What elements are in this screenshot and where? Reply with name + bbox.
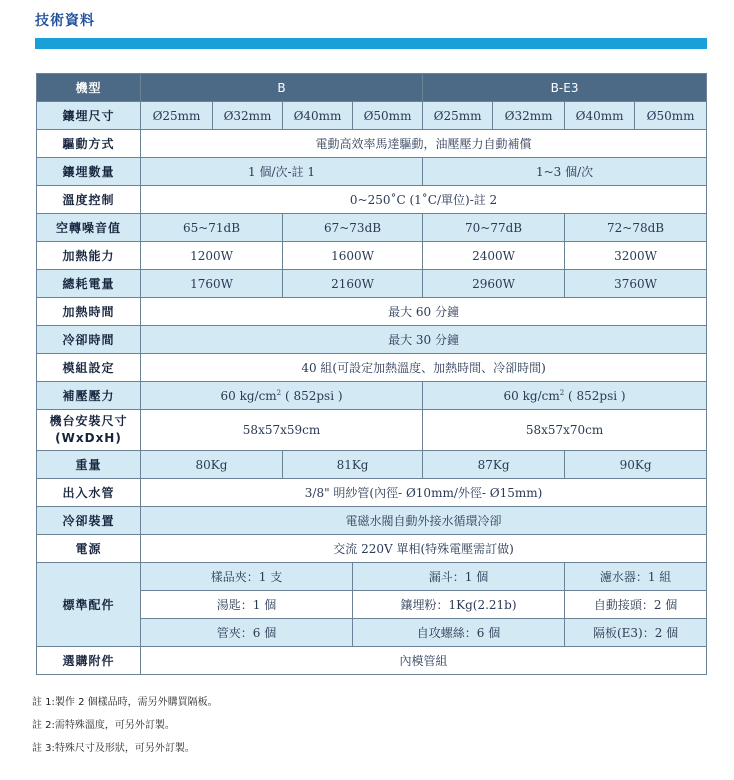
row-pipe (37, 479, 707, 507)
heat-cell: 1600W (283, 242, 423, 270)
row-label: 總耗電量 (37, 270, 141, 298)
row-label: 出入水管 (37, 479, 141, 507)
noise-cell: 65~71dB (141, 214, 283, 242)
weight-cell: 81Kg (283, 451, 423, 479)
noise-cell: 72~78dB (565, 214, 707, 242)
qty-be3: 1~3 個/次 (423, 158, 707, 186)
pressure-be3 (423, 382, 707, 410)
row-label: 加熱時間 (37, 298, 141, 326)
standard-item: 漏斗：1 個 (353, 563, 565, 591)
row-label: 鑲埋數量 (37, 158, 141, 186)
standard-item: 濾水器：1 組 (565, 563, 707, 591)
noise-cell: 70~77dB (423, 214, 565, 242)
model-b-e3: B-E3 (423, 74, 707, 102)
cooltime-value: 最大 30 分鐘 (141, 326, 707, 354)
weight-cell: 87Kg (423, 451, 565, 479)
row-weight (37, 451, 707, 479)
row-label: 電源 (37, 535, 141, 563)
pressure-superscript: 2 (276, 388, 282, 397)
supply-value: 交流 220V 單相(特殊電壓需訂做) (141, 535, 707, 563)
weight-cell: 80Kg (141, 451, 283, 479)
row-label: 鑲埋尺寸 (37, 102, 141, 130)
row-power (37, 270, 707, 298)
spec-table (36, 73, 707, 675)
row-pressure (37, 382, 707, 410)
model-b: B (141, 74, 423, 102)
standard-item: 自動接頭：2 個 (565, 591, 707, 619)
row-label: 加熱能力 (37, 242, 141, 270)
header-row (37, 74, 707, 102)
row-heattime (37, 298, 707, 326)
model-label: 機型 (37, 74, 141, 102)
heattime-value: 最大 60 分鐘 (141, 298, 707, 326)
row-label: 重量 (37, 451, 141, 479)
power-cell: 2960W (423, 270, 565, 298)
size-cell: Ø32mm (213, 102, 283, 130)
standard-item: 樣品夾：1 支 (141, 563, 353, 591)
row-label: 冷卻裝置 (37, 507, 141, 535)
row-label: 驅動方式 (37, 130, 141, 158)
heat-cell: 2400W (423, 242, 565, 270)
row-label: 選購附件 (37, 647, 141, 675)
row-label: 冷卻時間 (37, 326, 141, 354)
row-dims (37, 410, 707, 451)
size-cell: Ø40mm (283, 102, 353, 130)
row-noise (37, 214, 707, 242)
row-cooling (37, 507, 707, 535)
pressure-b (141, 382, 423, 410)
dims-be3: 58x57x70cm (423, 410, 707, 451)
standard-item: 湯匙：1 個 (141, 591, 353, 619)
standard-item: 自攻螺絲：6 個 (353, 619, 565, 647)
qty-b: 1 個/次-註 1 (141, 158, 423, 186)
row-supply (37, 535, 707, 563)
dims-label: 機台安裝尺寸 (49, 414, 128, 428)
footnote: 註 1:製作 2 個樣品時，需另外購買隔板。 (32, 697, 218, 708)
section-title: 技術資料 (35, 13, 95, 29)
heat-cell: 1200W (141, 242, 283, 270)
row-drive (37, 130, 707, 158)
row-label: 模組設定 (37, 354, 141, 382)
footnote: 註 3:特殊尺寸及形狀，可另外訂製。 (32, 743, 195, 754)
row-size (37, 102, 707, 130)
pipe-value: 3/8" 明紗管(內徑- Ø10mm/外徑- Ø15mm) (141, 479, 707, 507)
heat-cell: 3200W (565, 242, 707, 270)
noise-cell: 67~73dB (283, 214, 423, 242)
pressure-superscript: 2 (559, 388, 565, 397)
size-cell: Ø32mm (493, 102, 565, 130)
optional-value: 內模管組 (141, 647, 707, 675)
power-cell: 2160W (283, 270, 423, 298)
dims-b: 58x57x59cm (141, 410, 423, 451)
standard-label: 標準配件 (37, 563, 141, 647)
row-label: 補壓壓力 (37, 382, 141, 410)
footnotes (32, 695, 218, 764)
power-cell: 1760W (141, 270, 283, 298)
pressure-b-psi: ( 852psi ) (284, 388, 343, 403)
size-cell: Ø25mm (423, 102, 493, 130)
row-label (37, 410, 141, 451)
row-qty (37, 158, 707, 186)
row-temp (37, 186, 707, 214)
dims-label-unit: (WxDxH) (55, 431, 122, 445)
row-standard-1 (37, 563, 707, 591)
pressure-be3-psi: ( 852psi ) (568, 388, 626, 403)
row-cooltime (37, 326, 707, 354)
mold-value: 40 組(可設定加熱溫度、加熱時間、冷卻時間) (141, 354, 707, 382)
cooling-value: 電磁水閥自動外接水循環冷卻 (141, 507, 707, 535)
temp-value: 0~250˚C (1˚C/單位)-註 2 (141, 186, 707, 214)
standard-item: 管夾：6 個 (141, 619, 353, 647)
footnote: 註 2:需特殊溫度，可另外訂製。 (32, 720, 175, 731)
standard-item: 鑲埋粉：1Kg(2.21b) (353, 591, 565, 619)
weight-cell: 90Kg (565, 451, 707, 479)
pressure-b-value: 60 kg/cm (220, 388, 277, 403)
drive-value: 電動高效率馬達驅動，油壓壓力自動補償 (141, 130, 707, 158)
size-cell: Ø50mm (635, 102, 707, 130)
size-cell: Ø25mm (141, 102, 213, 130)
standard-item: 隔板(E3)：2 個 (565, 619, 707, 647)
size-cell: Ø40mm (565, 102, 635, 130)
row-mold (37, 354, 707, 382)
row-label: 溫度控制 (37, 186, 141, 214)
power-cell: 3760W (565, 270, 707, 298)
title-underline-bar (35, 38, 707, 49)
size-cell: Ø50mm (353, 102, 423, 130)
row-label: 空轉噪音值 (37, 214, 141, 242)
row-heat (37, 242, 707, 270)
row-optional (37, 647, 707, 675)
pressure-be3-value: 60 kg/cm (503, 388, 560, 403)
